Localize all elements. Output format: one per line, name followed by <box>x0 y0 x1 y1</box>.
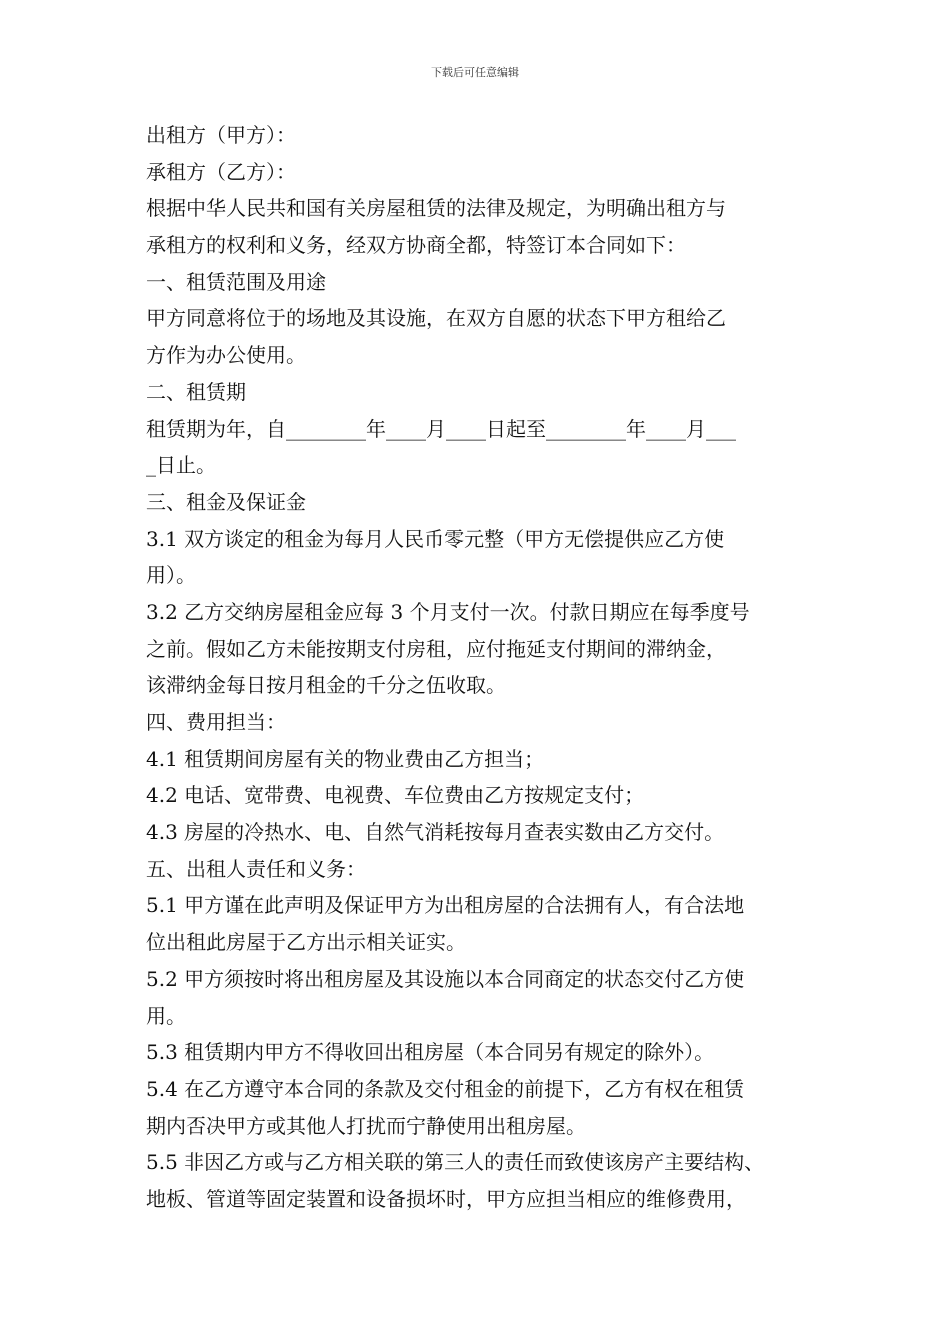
page-header: 下载后可任意编辑 <box>431 66 519 79</box>
contract-body <box>146 117 812 1218</box>
text-line-landlord: 出租方（甲方）： <box>146 123 296 147</box>
section-heading-term: 二、租赁期 <box>146 379 246 404</box>
section-heading-fees: 四、费用担当： <box>146 710 286 734</box>
clause-5-1-line-1: 5.1 甲方谨在此声明及保证甲方为出租房屋的合法拥有人，有合法地 <box>146 893 745 918</box>
section-heading-landlord-duties: 五、出租人责任和义务： <box>146 856 366 881</box>
clause-5-4-line-1: 5.4 在乙方遵守本合同的条款及交付租金的前提下，乙方有权在租赁 <box>146 1076 745 1101</box>
text-line-scope-1: 甲方同意将位于的场地及其设施，在双方自愿的状态下甲方租给乙 <box>146 306 726 331</box>
section-heading-scope: 一、租赁范围及用途 <box>146 269 326 294</box>
clause-5-5-line-1: 5.5 非因乙方或与乙方相关联的第三人的责任而致使该房产主要结构、 <box>146 1150 765 1175</box>
clause-4-2: 4.2 电话、宽带费、电视费、车位费由乙方按规定支付； <box>146 783 645 808</box>
clause-4-1: 4.1 租赁期间房屋有关的物业费由乙方担当； <box>146 746 545 771</box>
text-line-term-1: 租赁期为年，自________年____月____日起至________年____月___ <box>146 416 736 441</box>
clause-5-1-line-2: 位出租此房屋于乙方出示相关证实。 <box>146 930 466 955</box>
clause-5-3: 5.3 租赁期内甲方不得收回出租房屋（本合同另有规定的除外）。 <box>146 1040 715 1065</box>
text-line-tenant: 承租方（乙方）： <box>146 159 296 184</box>
clause-3-2-line-2: 之前。假如乙方未能按期支付房租，应付拖延支付期间的滞纳金， <box>146 636 726 661</box>
clause-3-2-line-1: 3.2 乙方交纳房屋租金应每 3 个月支付一次。付款日期应在每季度号 <box>146 599 750 624</box>
clause-5-2-line-1: 5.2 甲方须按时将出租房屋及其设施以本合同商定的状态交付乙方使 <box>146 966 745 991</box>
clause-5-5-line-2: 地板、管道等固定装置和设备损坏时，甲方应担当相应的维修费用， <box>146 1186 746 1211</box>
clause-5-2-line-2: 用。 <box>146 1003 186 1028</box>
text-line-scope-2: 方作为办公使用。 <box>146 343 306 368</box>
text-line-preamble-1: 根据中华人民共和国有关房屋租赁的法律及规定，为明确出租方与 <box>146 196 726 221</box>
clause-5-4-line-2: 期内否决甲方或其他人打扰而宁静使用出租房屋。 <box>146 1113 586 1138</box>
clause-4-3: 4.3 房屋的冷热水、电、自然气消耗按每月查表实数由乙方交付。 <box>146 820 725 845</box>
text-line-preamble-2: 承租方的权利和义务，经双方协商全都，特签订本合同如下： <box>146 233 686 258</box>
clause-3-1-line-1: 3.1 双方谈定的租金为每月人民币零元整（甲方无偿提供应乙方使 <box>146 526 725 551</box>
clause-3-2-line-3: 该滞纳金每日按月租金的千分之伍收取。 <box>146 673 506 698</box>
text-line-term-2: _日止。 <box>146 453 216 478</box>
section-heading-rent: 三、租金及保证金 <box>146 489 306 514</box>
clause-3-1-line-2: 用）。 <box>146 563 196 588</box>
